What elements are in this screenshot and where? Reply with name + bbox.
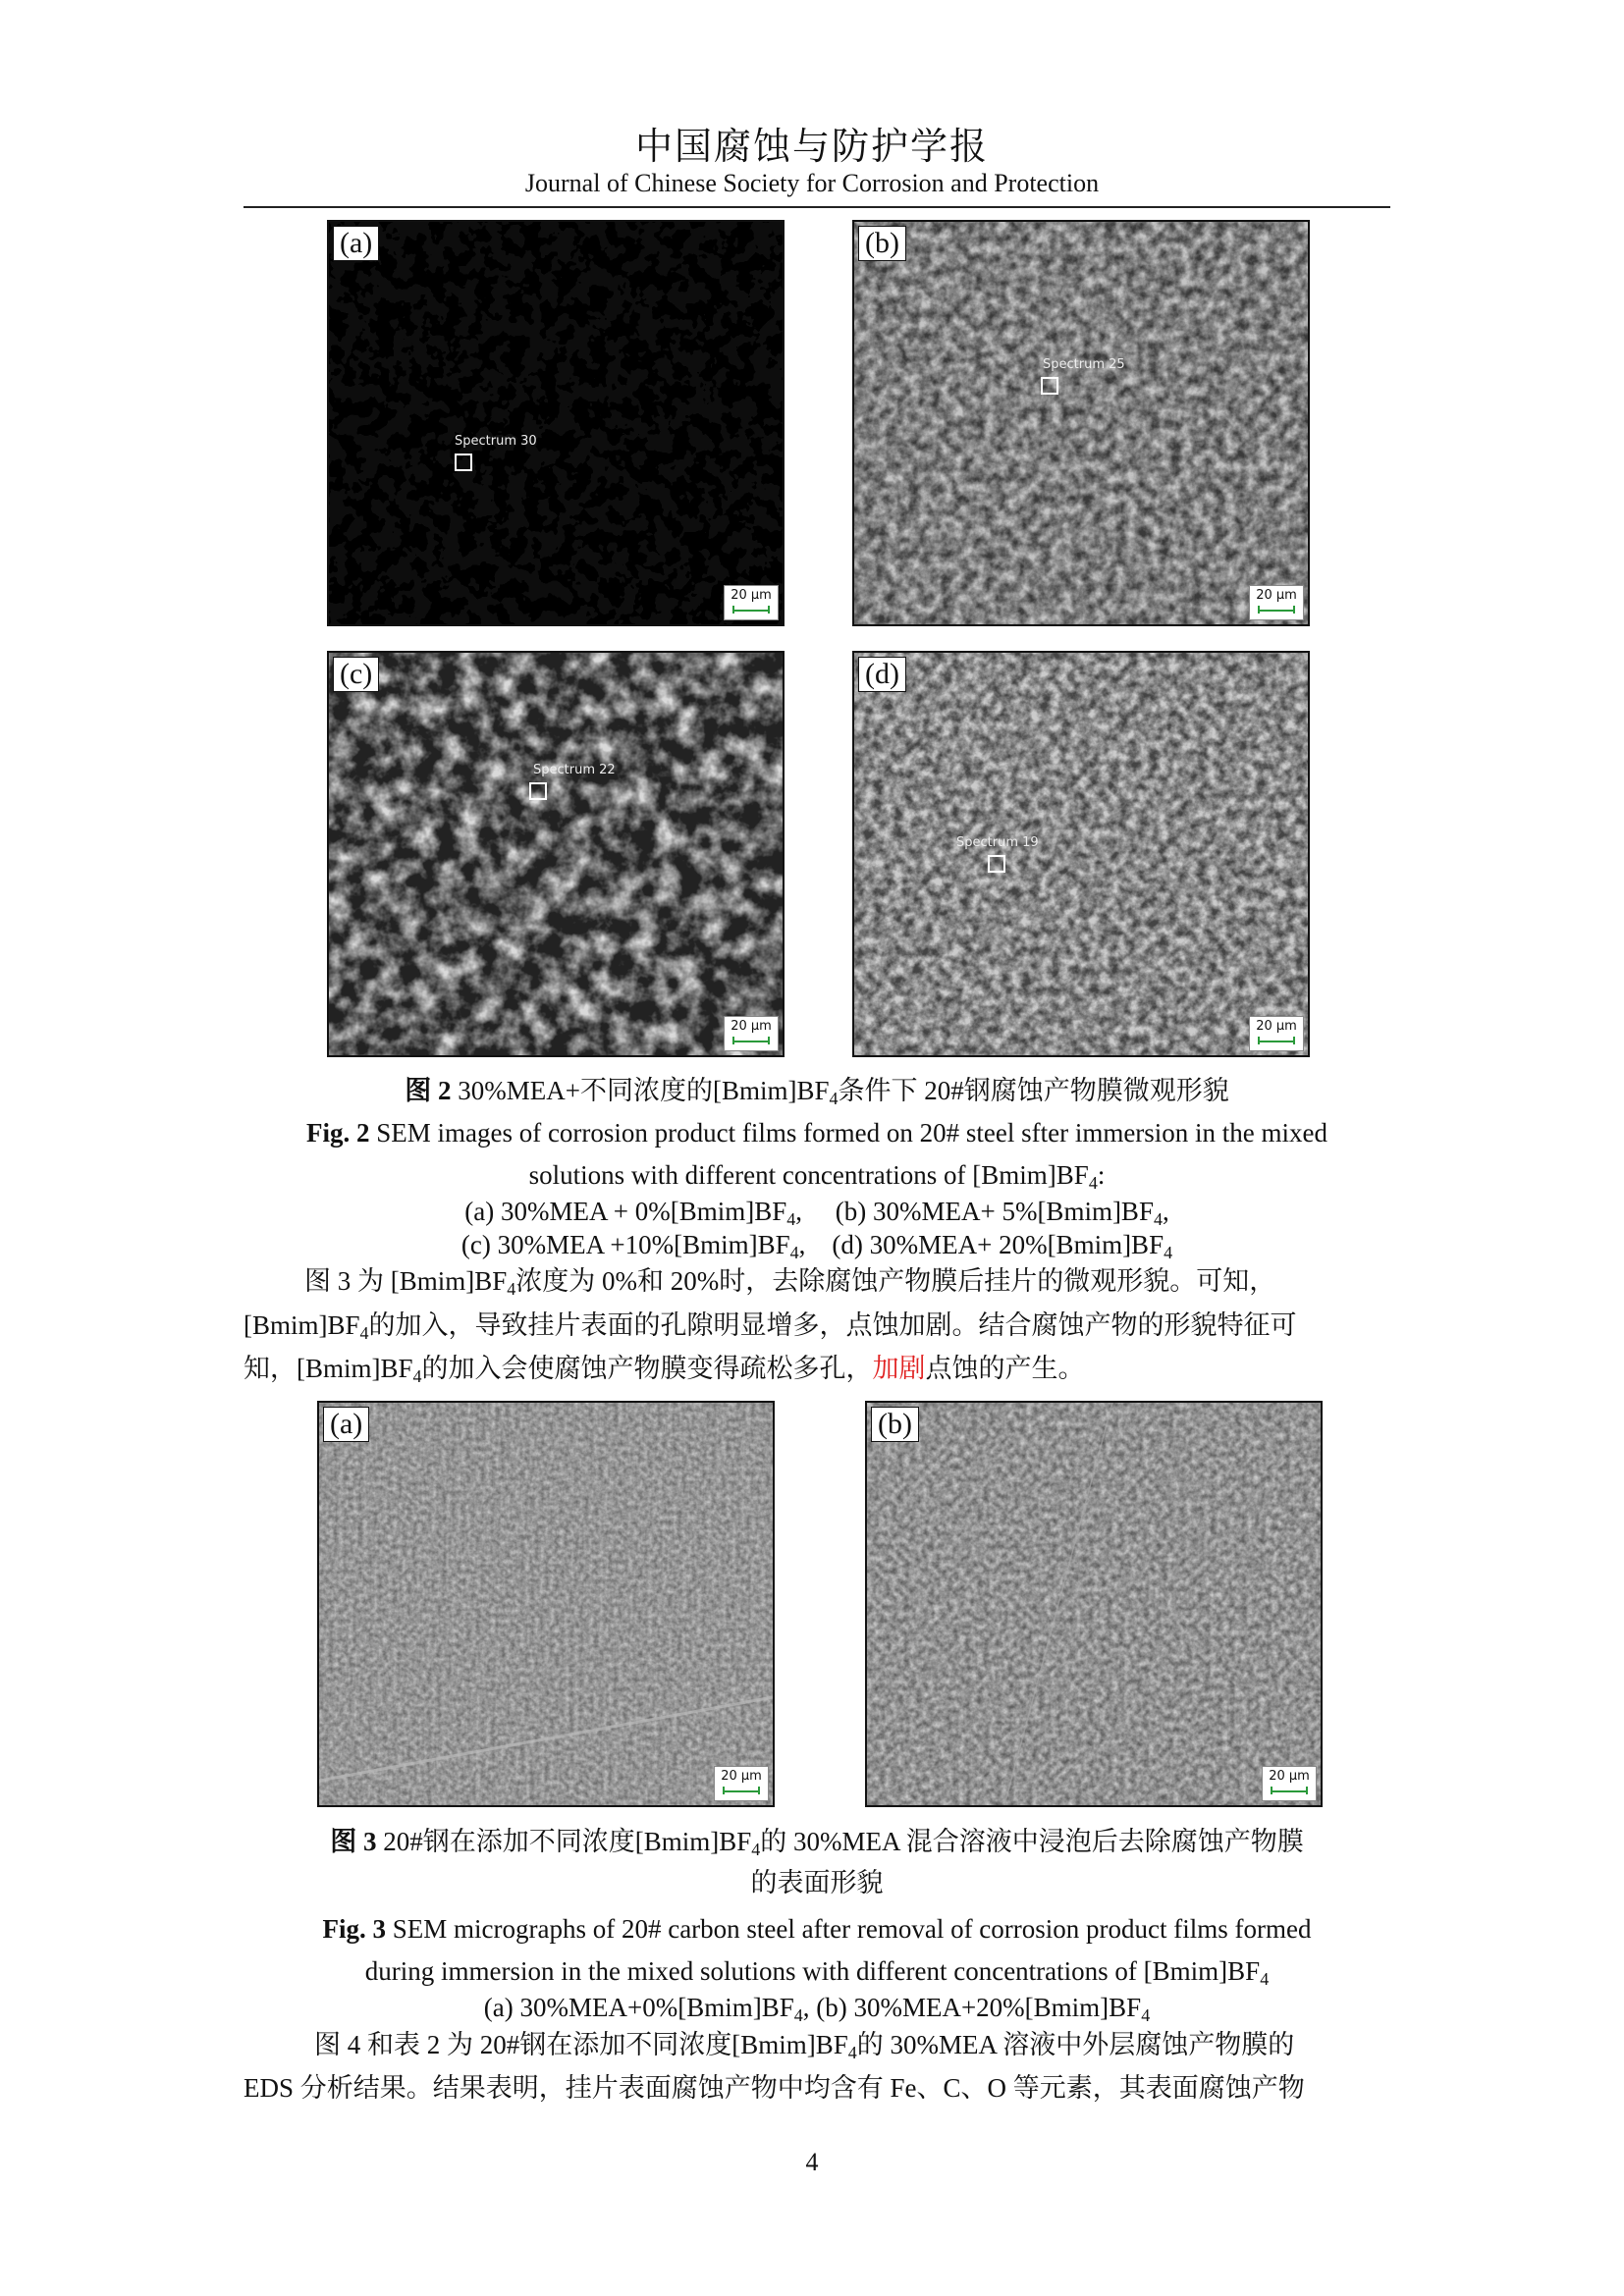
fig2-caption-en-line2	[244, 1157, 1390, 1193]
sem-image-b	[854, 222, 1308, 624]
journal-title-cn: 中国腐蚀与防护学报	[634, 127, 989, 168]
fig3-panel-b	[865, 1401, 1323, 1807]
page-number: 4	[805, 2148, 819, 2176]
fig3-caption-en-line1	[244, 1911, 1390, 1947]
paragraph-1-line3	[244, 1349, 1390, 1388]
scale-bar	[714, 1766, 769, 1801]
condition-c: (c) 30%MEA +10%[Bmim]BF	[460, 1230, 790, 1259]
subscript: 4	[1153, 1209, 1163, 1229]
scale-bar-line	[732, 610, 770, 612]
condition-d: (d) 30%MEA+ 20%[Bmim]BF	[832, 1230, 1164, 1259]
subscript: 4	[412, 1366, 422, 1386]
scale-bar	[724, 1016, 779, 1051]
fig3-caption-en-text-2: during immersion in the mixed solutions with different concentrations of [Bmim]BF	[364, 1956, 1261, 1986]
subscript: 4	[1088, 1173, 1098, 1193]
fig2-caption-cn-text-2: 条件下 20#钢腐蚀产物膜微观形貌	[838, 1076, 1229, 1105]
spectrum-label: Spectrum 19	[956, 835, 1039, 850]
subscript: 4	[507, 1279, 516, 1299]
sem-image-d	[854, 653, 1308, 1055]
panel-label: (a)	[323, 1407, 369, 1442]
spectrum-marker	[529, 782, 547, 800]
spectrum-marker	[1041, 377, 1058, 395]
scale-bar-line	[1258, 610, 1295, 612]
paragraph-2-line1	[244, 2025, 1390, 2064]
fig2-caption-en-text: SEM images of corrosion product films formed on 20# steel sfter immersion in the mixed	[369, 1118, 1328, 1148]
scale-bar-text: 20 μm	[721, 1769, 762, 1784]
scale-bar	[724, 585, 779, 620]
scale-bar-line	[732, 1041, 770, 1042]
condition-b: (b) 30%MEA+ 5%[Bmim]BF	[835, 1197, 1154, 1226]
paragraph-1-line1	[244, 1261, 1390, 1301]
fig2-caption-en-colon: :	[1097, 1160, 1106, 1190]
scale-bar	[1249, 1016, 1304, 1051]
highlighted-text: 加剧	[872, 1354, 926, 1383]
subscript: 4	[829, 1089, 839, 1108]
para1-text: 知，[Bmim]BF	[244, 1354, 413, 1383]
para1-text: 浓度为 0%和 20%时，去除腐蚀产物膜后挂片的微观形貌。可知，	[515, 1266, 1276, 1296]
panel-label: (a)	[333, 226, 379, 261]
spectrum-label: Spectrum 22	[533, 763, 616, 777]
para2-text: 的 30%MEA 溶液中外层腐蚀产物膜的	[856, 2030, 1295, 2059]
spectrum-marker	[455, 454, 472, 471]
scale-bar-text: 20 μm	[1269, 1769, 1310, 1784]
fig2-panel-b	[852, 220, 1310, 626]
subscript: 4	[359, 1323, 369, 1343]
fig3-condition-b: , (b) 30%MEA+20%[Bmim]BF	[802, 1993, 1142, 2022]
scale-bar-text: 20 μm	[731, 588, 772, 603]
sem-image-a	[329, 222, 783, 624]
subscript: 4	[847, 2043, 857, 2062]
para1-text: [Bmim]BF	[244, 1310, 360, 1340]
para1-text: 点蚀的产生。	[925, 1354, 1085, 1383]
fig2-caption-cn	[244, 1073, 1390, 1108]
panel-label: (c)	[333, 657, 379, 692]
fig3-caption-cn-text: 20#钢在添加不同浓度[Bmim]BF	[376, 1827, 752, 1856]
sem-image-3b	[867, 1403, 1321, 1805]
condition-a: (a) 30%MEA + 0%[Bmim]BF	[464, 1197, 787, 1226]
scale-bar	[1249, 585, 1304, 620]
para1-text: 的加入会使腐蚀产物膜变得疏松多孔，	[421, 1354, 873, 1383]
fig2-caption-cn-text: 30%MEA+不同浓度的[Bmim]BF	[451, 1076, 830, 1105]
fig2-conditions-line2: (c) $30\%MEA +10\%[Bmim]BF_4$, (d) $30\%MEA+ 20\%[Bmim]BF_4$	[460, 1230, 1173, 1262]
paragraph-2-line2: EDS 分析结果。结果表明，挂片表面腐蚀产物中均含有 Fe、C、O 等元素，其表面腐蚀产物	[244, 2073, 1305, 2103]
scale-bar-text: 20 μm	[1256, 588, 1297, 603]
fig3-conditions	[244, 1990, 1390, 2025]
scale-bar-text: 20 μm	[731, 1019, 772, 1034]
fig2-panel-a	[327, 220, 785, 626]
subscript: 4	[751, 1840, 761, 1859]
fig2-caption-en-text-2: solutions with different concentrations of [Bmim]BF	[528, 1160, 1089, 1190]
spectrum-label: Spectrum 30	[455, 434, 537, 449]
spectrum-label: Spectrum 25	[1043, 357, 1125, 372]
fig2-conditions-line1: (a) $30\%MEA + 0\%[Bmim]BF_4$, (b) $30\%MEA+ 5\%[Bmim]BF_4$,	[464, 1197, 1169, 1229]
fig3-panel-a	[317, 1401, 775, 1807]
journal-title-en: Journal of Chinese Society for Corrosion and Protection	[524, 169, 1100, 197]
para1-text: 的加入，导致挂片表面的孔隙明显增多，点蚀加剧。结合腐蚀产物的形貌特征可	[368, 1310, 1297, 1340]
fig3-caption-cn-text-2: 的 30%MEA 混合溶液中浸泡后去除腐蚀产物膜	[760, 1827, 1304, 1856]
fig3-caption-cn-line1	[244, 1824, 1390, 1859]
sem-image-3a	[319, 1403, 773, 1805]
scale-bar-line	[1271, 1790, 1308, 1792]
fig3-caption-en-line2	[244, 1953, 1390, 1989]
panel-label: (b)	[858, 226, 906, 261]
subscript: 4	[1141, 2005, 1151, 2025]
fig2-caption-en-prefix: Fig. 2	[305, 1118, 370, 1148]
fig3-caption-cn-line2: 的表面形貌	[750, 1868, 884, 1897]
scale-bar-line	[1258, 1041, 1295, 1042]
para1-text: 图 3 为 [Bmim]BF	[304, 1266, 508, 1296]
scale-bar-line	[723, 1790, 760, 1792]
fig3-caption-cn-prefix: 图 3	[330, 1827, 377, 1856]
subscript: 4	[1260, 1969, 1270, 1989]
fig2-panel-d	[852, 651, 1310, 1057]
fig2-panel-c	[327, 651, 785, 1057]
panel-label: (d)	[858, 657, 906, 692]
subscript: 4	[793, 2005, 803, 2025]
fig2-caption-cn-prefix: 图 2	[405, 1076, 452, 1105]
panel-label: (b)	[871, 1407, 919, 1442]
spectrum-marker	[988, 855, 1005, 873]
scale-bar-text: 20 μm	[1256, 1019, 1297, 1034]
fig3-caption-en-text: SEM micrographs of 20# carbon steel after removal of corrosion product films formed	[386, 1914, 1312, 1944]
paragraph-1-line2	[244, 1306, 1390, 1345]
header-rule	[244, 206, 1390, 208]
para2-text: 图 4 和表 2 为 20#钢在添加不同浓度[Bmim]BF	[314, 2030, 848, 2059]
subscript: 4	[786, 1209, 796, 1229]
fig2-caption-en-line1	[244, 1115, 1390, 1150]
scale-bar	[1262, 1766, 1317, 1801]
fig3-caption-en-prefix: Fig. 3	[322, 1914, 386, 1944]
fig3-condition-a: (a) 30%MEA+0%[Bmim]BF	[483, 1993, 794, 2022]
sem-image-c	[329, 653, 783, 1055]
subscript: 4	[789, 1243, 799, 1262]
subscript: 4	[1164, 1243, 1173, 1262]
